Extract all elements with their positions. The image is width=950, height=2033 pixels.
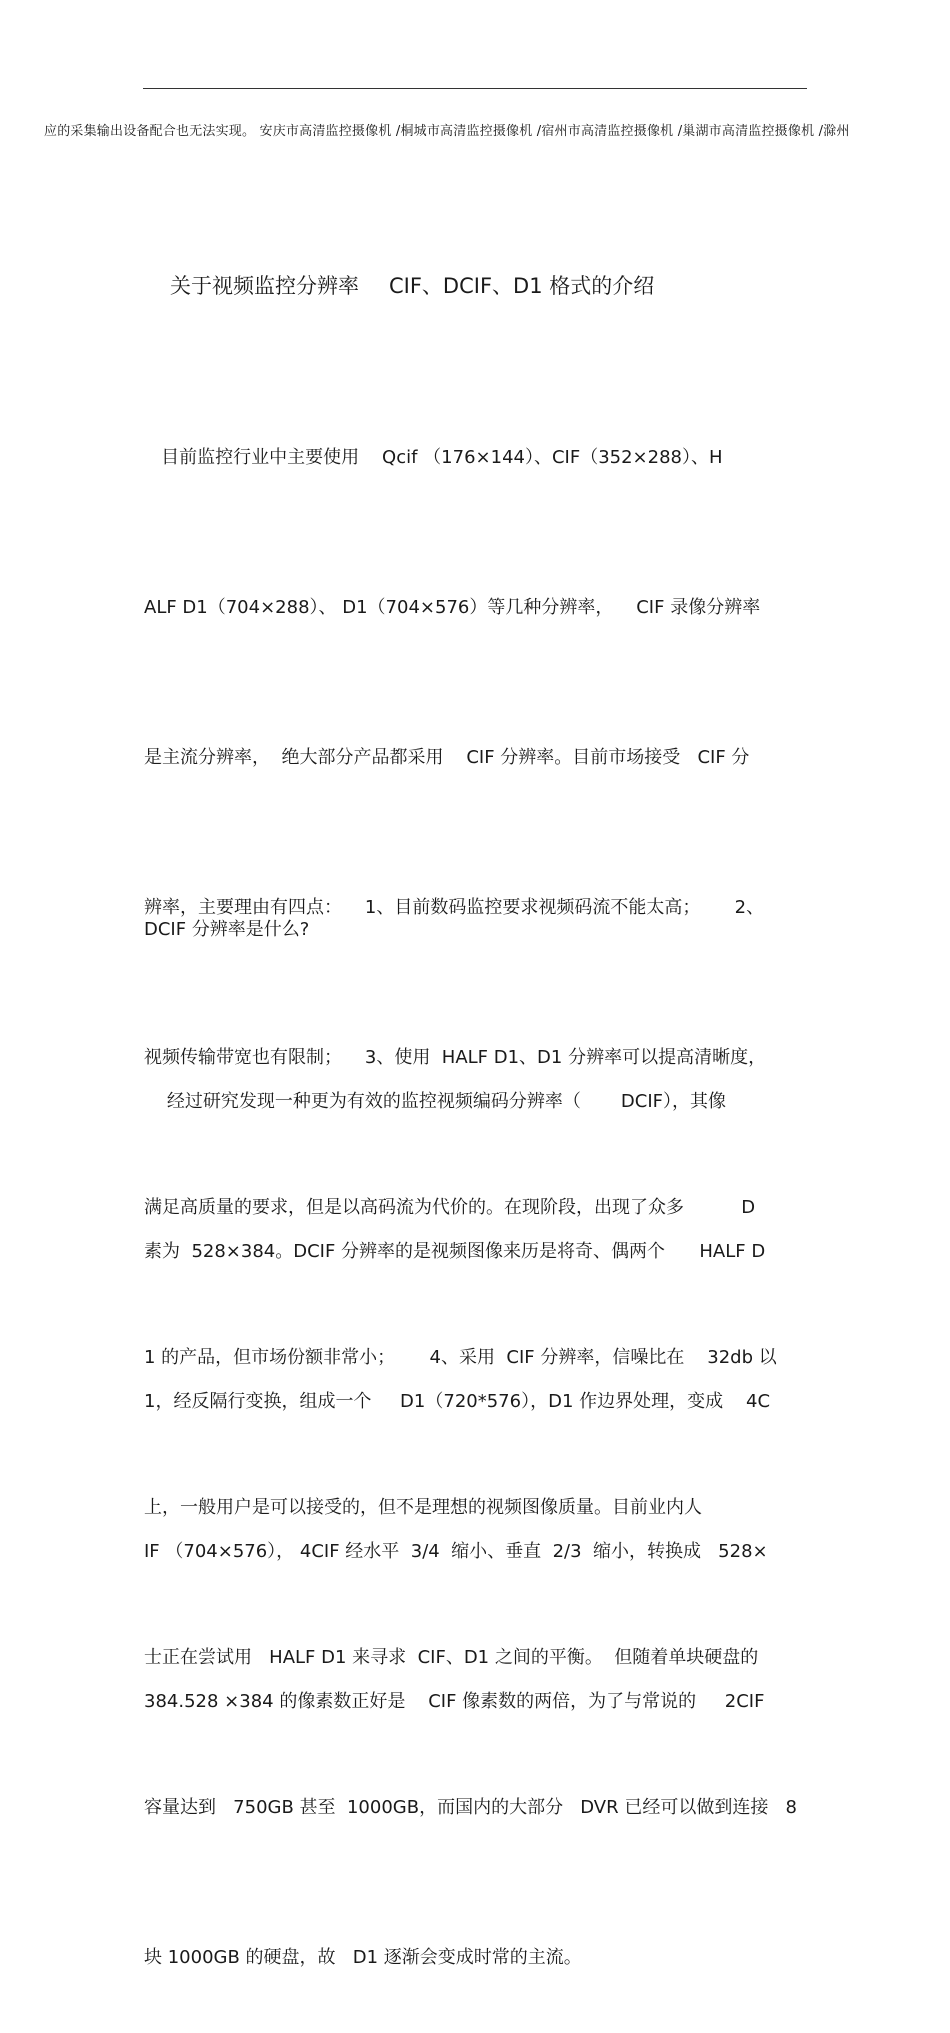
paragraph-line: 经过研究发现一种更为有效的监控视频编码分辨率（ DCIF），其像 (144, 1091, 727, 1112)
article-title (170, 268, 654, 304)
paragraph-line: 是主流分辨率， 绝大部分产品都采用 CIF 分辨率。目前市场接受 CIF 分 (144, 747, 750, 768)
paragraph-line: 容量达到 750GB 甚至 1000GB，而国内的大部分 DVR 已经可以做到连接 8 (144, 1797, 797, 1818)
article-title-part2: CIF、DCIF、D1 格式的介绍 (389, 274, 655, 298)
paragraph-line: 上，一般用户是可以接受的，但不是理想的视频图像质量。目前业内人 (144, 1497, 702, 1518)
dcif-subheading: DCIF 分辨率是什么? (144, 919, 310, 940)
paragraph-line: IF （704×576）， 4CIF 经水平 3/4 缩小、垂直 2/3 缩小，转换成 528× (144, 1541, 768, 1562)
article-title-part1: 关于视频监控分辨率 (170, 274, 359, 298)
paragraph-line: 素为 528×384。DCIF 分辨率的是视频图像来历是将奇、偶两个 HALF D (144, 1241, 766, 1262)
paragraph-line: 目前监控行业中主要使用 Qcif （176×144）、CIF（352×288）、H (144, 447, 723, 468)
paragraph-dcif-explanation (144, 977, 816, 1777)
paragraph-line: 士正在尝试用 HALF D1 来寻求 CIF、D1 之间的平衡。 但随着单块硬盘的 (144, 1647, 759, 1668)
page-header-text: 应的采集输出设备配合也无法实现。 安庆市高清监控摄像机 /桐城市高清监控摄像机 /宿州市高清监控摄像机 /巢湖市高清监控摄像机 /滁州 (44, 124, 850, 139)
paragraph-line: 1，经反隔行变换，组成一个 D1（720*576），D1 作边界处理，变成 4C (144, 1391, 771, 1412)
header-divider (143, 88, 807, 89)
paragraph-line: ALF D1（704×288）、 D1（704×576）等几种分辨率， CIF 录像分辨率 (144, 597, 761, 618)
paragraph-line: 满足高质量的要求，但是以高码流为代价的。在现阶段，出现了众多 D (144, 1197, 756, 1218)
paragraph-line: 视频传输带宽也有限制； 3、使用 HALF D1、D1 分辨率可以提高清晰度， (144, 1047, 767, 1068)
paragraph-line: 384.528 ×384 的像素数正好是 CIF 像素数的两倍，为了与常说的 2CIF (144, 1691, 765, 1712)
paragraph-line: 块 1000GB 的硬盘，故 D1 逐渐会变成时常的主流。 (144, 1947, 582, 1968)
paragraph-line: 1 的产品，但市场份额非常小； 4、采用 CIF 分辨率，信噪比在 32db 以 (144, 1347, 777, 1368)
paragraph-line: 辨率，主要理由有四点： 1、目前数码监控要求视频码流不能太高； 2、 (144, 897, 765, 918)
